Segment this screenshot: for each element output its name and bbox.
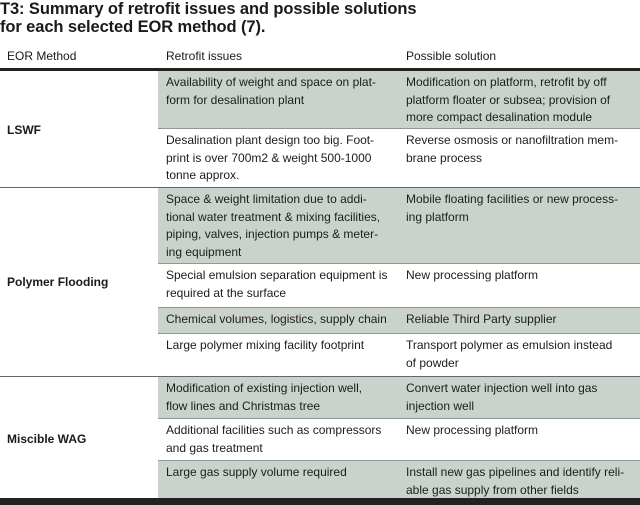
solution-line: able gas supply from other fields (406, 482, 579, 497)
table-bottom-rule (0, 498, 640, 505)
solution-line: Transport polymer as emulsion instead (406, 338, 613, 352)
issue-cell (166, 422, 394, 457)
issue-cell (166, 337, 394, 355)
issue-line: tonne approx. (166, 168, 240, 182)
table-row (158, 188, 640, 264)
solution-cell (406, 337, 640, 372)
issue-cell (166, 191, 394, 261)
issue-cell (166, 311, 394, 329)
method-miscible-wag: Miscible WAG (7, 432, 87, 446)
issue-cell (166, 267, 394, 302)
solution-line: Install new gas pipelines and identify reli- (406, 465, 625, 479)
issue-line: piping, valves, injection pumps & meter- (166, 227, 379, 241)
table-row (158, 419, 640, 461)
solution-line: Reverse osmosis or nanofiltration mem- (406, 133, 619, 147)
solution-cell (406, 74, 640, 127)
issue-line: and gas treatment (166, 440, 263, 455)
solution-cell (406, 422, 640, 440)
issue-line: required at the surface (166, 285, 287, 300)
header-eor-method: EOR Method (7, 49, 77, 63)
solution-line: Mobile floating facilities or new process- (406, 192, 619, 206)
solution-line: platform floater or subsea; provision of (406, 92, 611, 107)
issue-line: Desalination plant design too big. Foot- (166, 133, 375, 147)
solution-cell (406, 191, 640, 226)
method-polymer-flooding: Polymer Flooding (7, 275, 109, 289)
solution-line: injection well (406, 398, 475, 413)
issue-line: Large gas supply volume required (166, 465, 347, 479)
header-possible-solution: Possible solution (406, 49, 497, 63)
issue-line: Modification of existing injection well, (166, 381, 363, 395)
solution-line: more compact desalination module (406, 110, 593, 124)
table-row (158, 461, 640, 498)
issue-line: Space & weight limitation due to addi- (166, 192, 367, 206)
issue-cell (166, 380, 394, 415)
issue-cell (166, 74, 394, 109)
solution-cell (406, 464, 640, 499)
issue-line: tional water treatment & mixing facilities, (166, 209, 381, 224)
solution-line: brane process (406, 150, 483, 165)
table-row (158, 129, 640, 187)
table-row (158, 334, 640, 376)
table-title (0, 0, 640, 36)
solution-cell (406, 380, 640, 415)
solution-cell (406, 267, 640, 285)
solution-line: Reliable Third Party supplier (406, 312, 557, 326)
issue-line: form for desalination plant (166, 92, 305, 107)
solution-line: of powder (406, 355, 459, 370)
table-title-line-2: for each selected EOR method (7). (0, 18, 266, 36)
table-row (158, 308, 640, 334)
issue-line: Special emulsion separation equipment is (166, 268, 388, 282)
issue-line: Chemical volumes, logistics, supply chain (166, 312, 387, 326)
issue-cell (166, 132, 394, 185)
solution-cell (406, 311, 640, 329)
table-row (158, 71, 640, 129)
issue-line: ing equipment (166, 244, 242, 259)
issue-line: Large polymer mixing facility footprint (166, 338, 365, 352)
solution-line: ing platform (406, 209, 469, 224)
solution-line: Convert water injection well into gas (406, 381, 598, 395)
issue-line: print is over 700m2 & weight 500-1000 (166, 150, 372, 165)
issue-line: Additional facilities such as compressors (166, 423, 382, 437)
issue-line: Availability of weight and space on plat- (166, 75, 376, 89)
table-row (158, 377, 640, 419)
header-retrofit-issues: Retrofit issues (166, 49, 243, 63)
issue-cell (166, 464, 394, 482)
issue-line: flow lines and Christmas tree (166, 398, 321, 413)
solution-line: New processing platform (406, 268, 539, 282)
table-row (158, 264, 640, 308)
table-header-row (0, 44, 640, 68)
solution-cell (406, 132, 640, 167)
table-title-line-1: T3: Summary of retrofit issues and possible solutions (0, 0, 417, 18)
solution-line: New processing platform (406, 423, 539, 437)
solution-line: Modification on platform, retrofit by off (406, 75, 607, 89)
method-lswf: LSWF (7, 123, 41, 137)
